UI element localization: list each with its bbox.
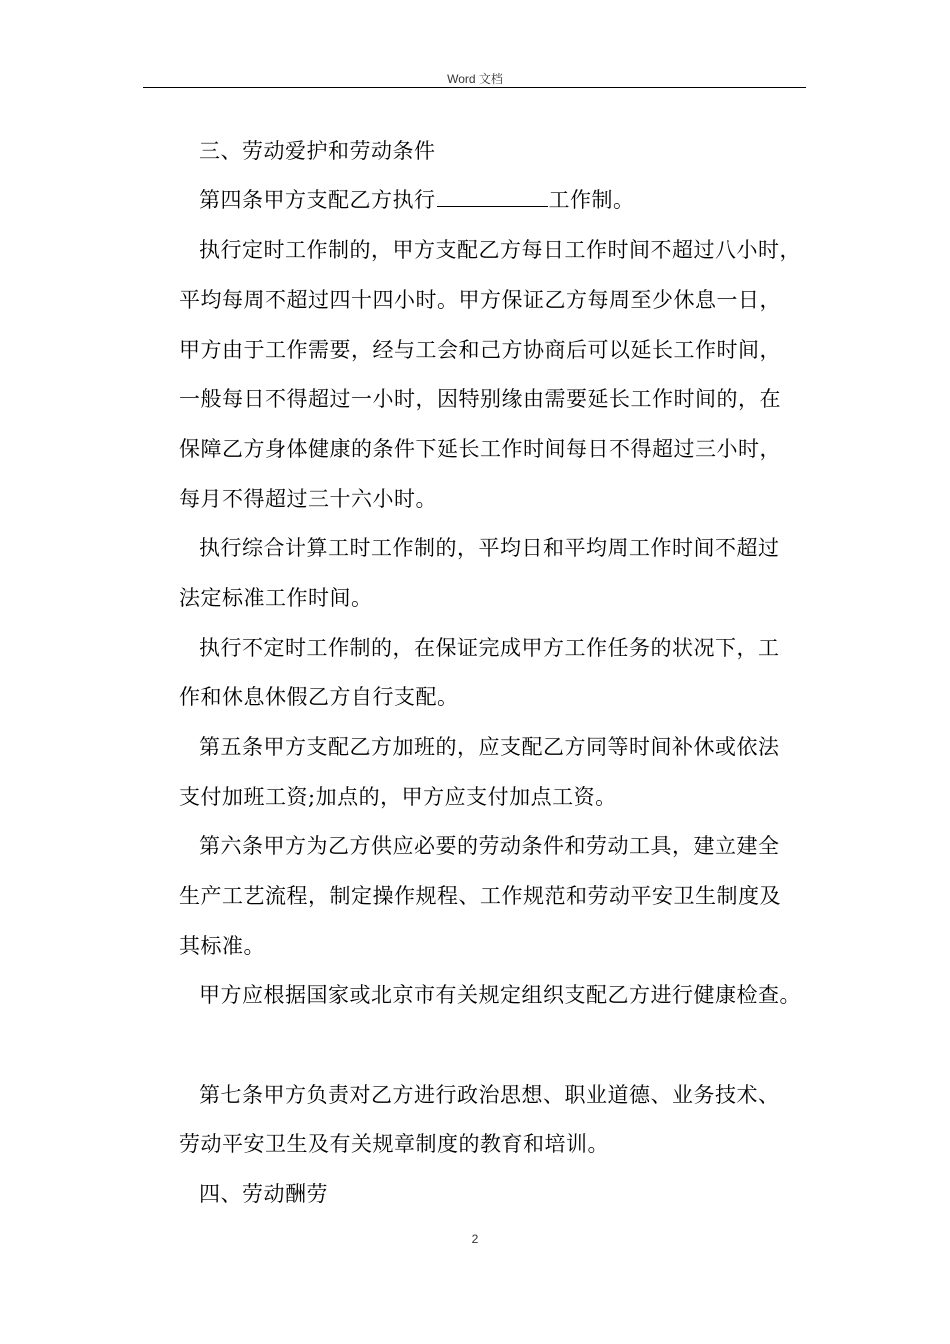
paragraph-line: 保障乙方身体健康的条件下延长工作时间每日不得超过三小时， <box>179 437 781 461</box>
page-header-title: Word 文档 <box>447 72 503 86</box>
page-number: 2 <box>471 1232 479 1246</box>
paragraph-line: 执行不定时工作制的，在保证完成甲方工作任务的状况下，工 <box>199 636 780 660</box>
paragraph-line: 四、劳动酬劳 <box>199 1182 328 1206</box>
paragraph-line: 平均每周不超过四十四小时。甲方保证乙方每周至少休息一日， <box>179 288 781 312</box>
paragraph-line: 一般每日不得超过一小时，因特别缘由需要延长工作时间的，在 <box>179 387 781 411</box>
paragraph-line: 每月不得超过三十六小时。 <box>179 487 437 511</box>
paragraph-line: 生产工艺流程，制定操作规程、工作规范和劳动平安卫生制度及 <box>179 884 781 908</box>
paragraph-line: 执行定时工作制的，甲方支配乙方每日工作时间不超过八小时， <box>199 238 801 262</box>
paragraph-line: 法定标准工作时间。 <box>179 586 373 610</box>
paragraph-line: 支付加班工资;加点的，甲方应支付加点工资。 <box>179 785 617 809</box>
paragraph-line: 第七条甲方负责对乙方进行政治思想、职业道德、业务技术、 <box>199 1083 780 1107</box>
paragraph-line: 甲方应根据国家或北京市有关规定组织支配乙方进行健康检查。 <box>199 983 801 1007</box>
paragraph-line: 劳动平安卫生及有关规章制度的教育和培训。 <box>179 1132 609 1156</box>
paragraph-line: 作和休息休假乙方自行支配。 <box>179 685 459 709</box>
paragraph-line-with-blank <box>199 186 635 214</box>
paragraph-line: 第六条甲方为乙方供应必要的劳动条件和劳动工具，建立建全 <box>199 834 780 858</box>
paragraph-line: 三、劳动爱护和劳动条件 <box>199 139 436 163</box>
paragraph-line: 执行综合计算工时工作制的，平均日和平均周工作时间不超过 <box>199 536 780 560</box>
paragraph-text: 第四条甲方支配乙方执行 <box>199 188 436 212</box>
paragraph-line: 其标准。 <box>179 934 265 958</box>
header-divider <box>143 87 806 88</box>
paragraph-line: 第五条甲方支配乙方加班的，应支配乙方同等时间补休或依法 <box>199 735 780 759</box>
paragraph-line: 甲方由于工作需要，经与工会和己方协商后可以延长工作时间， <box>179 338 781 362</box>
paragraph-text: 工作制。 <box>548 188 635 212</box>
fill-in-blank[interactable] <box>437 186 548 207</box>
